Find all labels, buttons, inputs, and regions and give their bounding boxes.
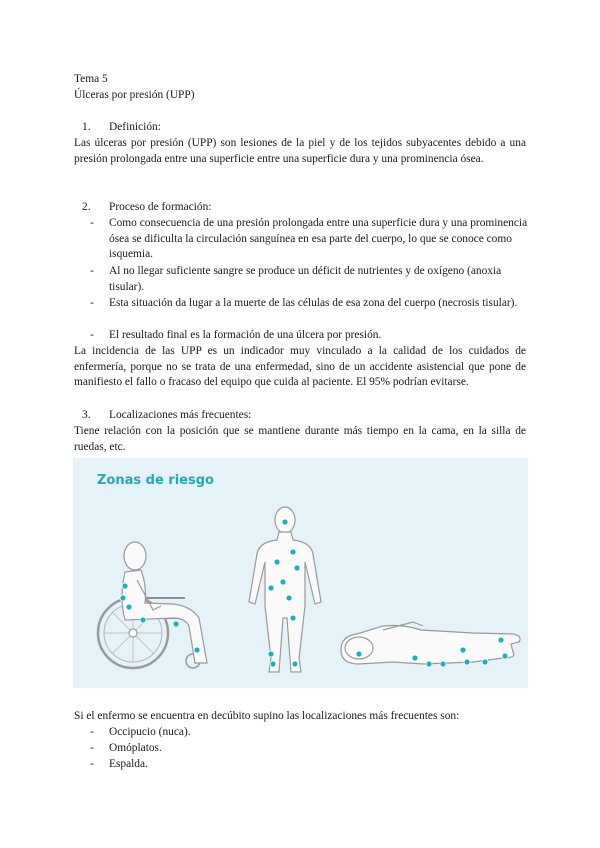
figure-title: Zonas de riesgo <box>97 473 214 488</box>
incidence-paragraph: La incidencia de las UPP es un indicador muy vinculado a la calidad de los cuidados de enfermería, porque no se trata de una enfermedad, sino de un accidente asistencial que pone de manifiesto el fallo o fracaso del equipo que cuida al paciente. El 95% podrían evitarse. <box>74 345 526 389</box>
section-3-number: 3. <box>82 409 91 421</box>
lying-person-illustration <box>341 622 520 664</box>
risk-point <box>292 661 298 667</box>
risk-point <box>173 621 179 627</box>
bullet-dash: - <box>90 758 94 770</box>
risk-point <box>426 661 432 667</box>
formation-bullet-3: Esta situación da lugar a la muerte de las células de esa zona del cuerpo (necrosis tisular). <box>109 297 518 309</box>
formation-bullet-4: El resultado final es la formación de una úlcera por presión. <box>109 329 382 341</box>
supine-intro: Si el enfermo se encuentra en decúbito supino las localizaciones más frecuentes son: <box>74 710 460 722</box>
risk-point <box>282 519 288 525</box>
bullet-dash: - <box>90 726 94 738</box>
risk-point <box>294 565 300 571</box>
risk-zones-illustration <box>73 458 528 688</box>
document-title: Úlceras por presión (UPP) <box>74 89 195 101</box>
risk-point <box>270 661 276 667</box>
risk-point <box>268 651 274 657</box>
section-2-number: 2. <box>82 201 91 213</box>
bullet-dash: - <box>90 265 94 277</box>
risk-point <box>268 585 274 591</box>
risk-point <box>194 647 200 653</box>
bullet-dash: - <box>90 329 94 341</box>
risk-point <box>286 595 292 601</box>
section-1-heading: Definición: <box>109 121 161 133</box>
risk-point <box>412 655 418 661</box>
supine-bullet-1: Occipucio (nuca). <box>109 726 191 738</box>
risk-point <box>120 595 126 601</box>
supine-bullet-2: Omóplatos. <box>109 742 162 754</box>
risk-point <box>464 659 470 665</box>
risk-point <box>502 653 508 659</box>
risk-point <box>280 579 286 585</box>
risk-point <box>356 651 362 657</box>
bullet-dash: - <box>90 297 94 309</box>
section-2-heading: Proceso de formación: <box>109 201 212 213</box>
standing-person-illustration <box>249 507 321 672</box>
risk-point <box>290 615 296 621</box>
locations-paragraph: Tiene relación con la posición que se mantiene durante más tiempo en la cama, en la silla de ruedas, etc. <box>74 425 526 453</box>
risk-point <box>140 617 146 623</box>
risk-point <box>122 583 128 589</box>
formation-bullet-2: Al no llegar suficiente sangre se produce un déficit de nutrientes y de oxígeno (anoxia tisular). <box>109 265 502 293</box>
risk-point <box>498 637 504 643</box>
risk-point <box>274 559 280 565</box>
risk-point <box>440 661 446 667</box>
risk-point <box>290 549 296 555</box>
bullet-dash: - <box>90 217 94 229</box>
section-1-number: 1. <box>82 121 91 133</box>
topic-label: Tema 5 <box>74 73 108 85</box>
seated-person-illustration <box>122 542 207 663</box>
risk-zones-figure <box>73 458 528 688</box>
risk-point <box>482 659 488 665</box>
supine-bullet-3: Espalda. <box>109 758 148 770</box>
risk-point <box>460 647 466 653</box>
section-3-heading: Localizaciones más frecuentes: <box>109 409 252 421</box>
bullet-dash: - <box>90 742 94 754</box>
formation-bullet-1: Como consecuencia de una presión prolongada entre una superficie dura y una prominencia ósea se dificulta la circulación sanguínea en esa parte del cuerpo, lo que se conoce como isquemia. <box>109 217 528 261</box>
definition-paragraph: Las úlceras por presión (UPP) son lesiones de la piel y de los tejidos subyacentes debido a una presión prolongada entre una superficie entre una superficie dura y una prominencia ósea. <box>74 137 526 165</box>
risk-point <box>126 604 132 610</box>
